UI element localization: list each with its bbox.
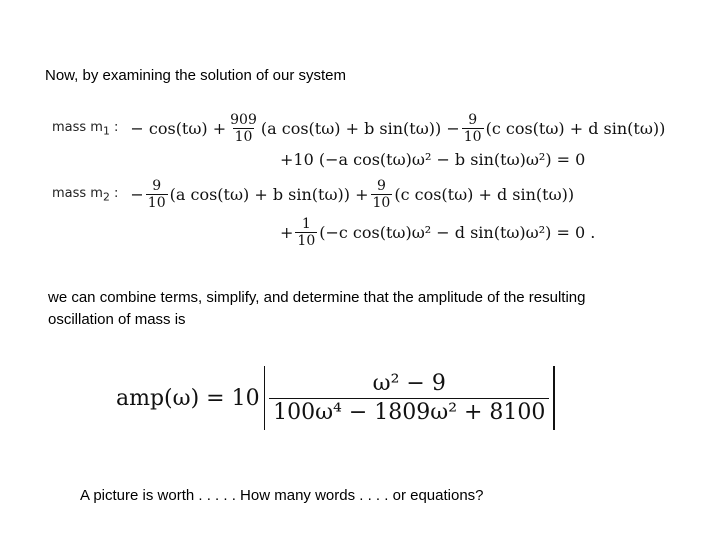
- fraction-9-10-c: $\frac{9}{10}$: [372, 178, 391, 211]
- m1-equation-line1: [52, 112, 665, 145]
- m2-term-b: (c cos(tω) + d sin(tω)): [394, 185, 575, 204]
- m1-term-b: (a cos(tω) + b sin(tω)) −: [260, 119, 460, 138]
- closing-text: A picture is worth . . . . . How many words . . . . or equations?: [80, 487, 484, 504]
- m1-equation-line2: [280, 150, 585, 169]
- amplitude-numerator: ω² − 9: [372, 370, 446, 396]
- m1-term-c: (c cos(tω) + d sin(tω)): [485, 119, 666, 138]
- amplitude-denominator: 100ω⁴ − 1809ω² + 8100: [269, 398, 549, 427]
- fraction-9-10-b: $\frac{9}{10}$: [147, 178, 166, 211]
- amplitude-lhs: amp(ω) = 10: [116, 385, 260, 411]
- abs-bar-left: [264, 366, 266, 430]
- body-line-1: we can combine terms, simplify, and determine that the amplitude of the resulting: [48, 289, 586, 306]
- m1-label: mass $m_1$ :: [52, 119, 119, 138]
- abs-bar-right: [553, 366, 555, 430]
- m2-label: mass $m_2$ :: [52, 185, 119, 204]
- m2-minus: −: [130, 185, 144, 204]
- m2-equation-line1: [52, 178, 574, 211]
- m1-term-d: +10 (−a cos(tω)ω² − b sin(tω)ω²) = 0: [280, 150, 586, 169]
- body-line-2: oscillation of mass is: [48, 311, 186, 328]
- m2-term-c: (−c cos(tω)ω² − d sin(tω)ω²) = 0 .: [319, 223, 596, 242]
- fraction-909-10: $\frac{909}{10}$: [230, 112, 257, 145]
- fraction-9-10: $\frac{9}{10}$: [463, 112, 482, 145]
- m2-plus: +: [280, 223, 294, 242]
- m2-equation-line2: [280, 216, 595, 249]
- m2-term-a: (a cos(tω) + b sin(tω)) +: [169, 185, 369, 204]
- intro-text: Now, by examining the solution of our system: [45, 67, 346, 84]
- fraction-1-10: $\frac{1}{10}$: [297, 216, 316, 249]
- system-equations: [0, 0, 720, 260]
- m1-term-a: − cos(tω) +: [130, 119, 227, 138]
- amplitude-equation: [116, 366, 559, 430]
- amplitude-fraction: [269, 370, 549, 427]
